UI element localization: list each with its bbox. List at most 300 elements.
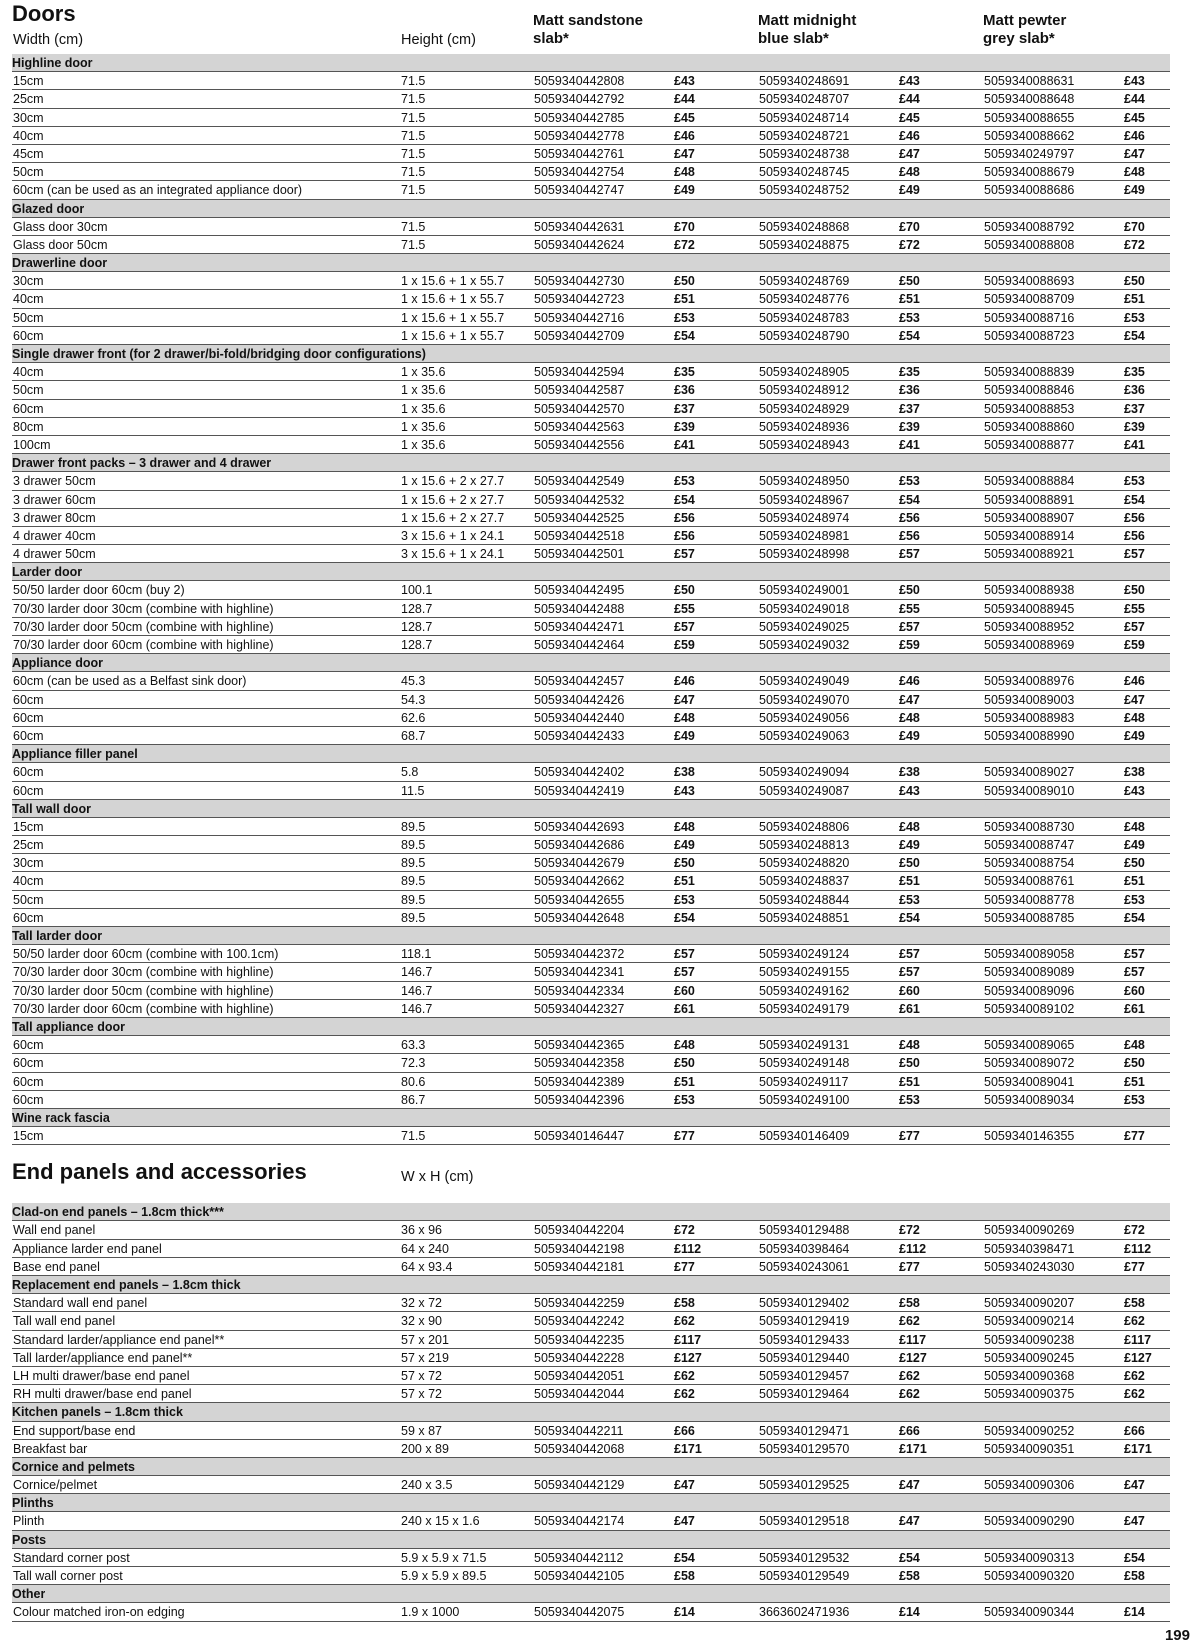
price: £56: [899, 510, 920, 525]
item-size: 45.3: [401, 674, 426, 689]
price: £70: [674, 219, 695, 234]
price: £53: [674, 892, 695, 907]
table-row: [12, 1440, 1170, 1458]
price: £35: [1124, 365, 1145, 380]
product-code: 5059340248844: [759, 892, 850, 907]
price: £47: [1124, 1514, 1145, 1529]
product-code: 5059340248738: [759, 146, 850, 161]
item-size: 1 x 35.6: [401, 437, 446, 452]
item-size: 32 x 90: [401, 1314, 443, 1329]
product-code: 5059340249094: [759, 765, 850, 780]
item-name: 40cm: [13, 365, 44, 380]
price: £48: [1124, 165, 1145, 180]
price: £47: [899, 1478, 920, 1493]
price: £171: [1124, 1441, 1152, 1456]
price: £49: [899, 838, 920, 853]
finish-label: Matt midnight: [758, 12, 857, 29]
product-code: 5059340090245: [984, 1350, 1075, 1365]
product-code: 5059340442624: [534, 237, 625, 252]
product-code: 5059340248707: [759, 92, 850, 107]
item-size: 68.7: [401, 728, 426, 743]
price: £127: [674, 1350, 702, 1365]
price: £51: [674, 292, 695, 307]
price: £45: [899, 110, 920, 125]
item-name: 3 drawer 50cm: [13, 474, 96, 489]
item-name: 45cm: [13, 146, 44, 161]
product-code: 5059340442587: [534, 383, 625, 398]
price: £62: [899, 1368, 920, 1383]
product-code: 5059340442433: [534, 728, 625, 743]
price: £37: [1124, 401, 1145, 416]
price: £41: [1124, 437, 1145, 452]
product-code: 5059340129402: [759, 1296, 850, 1311]
item-size: 100.1: [401, 583, 433, 598]
product-code: 5059340088921: [984, 547, 1075, 562]
product-code: 5059340442723: [534, 292, 625, 307]
product-code: 5059340442259: [534, 1296, 625, 1311]
price: £58: [899, 1569, 920, 1583]
item-name: 80cm: [13, 419, 44, 434]
item-size: 1 x 15.6 + 1 x 55.7: [401, 310, 505, 325]
price: £36: [674, 383, 695, 398]
item-size: 86.7: [401, 1092, 426, 1107]
product-code: 5059340442396: [534, 1092, 625, 1107]
price: £62: [1124, 1314, 1145, 1329]
product-code: 5059340249117: [759, 1074, 849, 1089]
category-label: Drawerline door: [12, 256, 108, 271]
table-row: [12, 854, 1170, 872]
item-size: 1 x 15.6 + 1 x 55.7: [401, 328, 505, 343]
price: £38: [899, 765, 920, 780]
table-row: [12, 909, 1170, 927]
category-row: [12, 1109, 1170, 1127]
item-size: 71.5: [401, 92, 426, 107]
table-row: [12, 109, 1170, 127]
item-size: 128.7: [401, 638, 433, 652]
product-code: 5059340089041: [984, 1074, 1075, 1089]
item-name: 70/30 larder door 30cm (combine with highline): [13, 965, 274, 980]
item-size: 3 x 15.6 + 1 x 24.1: [401, 528, 505, 543]
table-row: [12, 1294, 1170, 1312]
price: £47: [899, 146, 920, 161]
price: £54: [899, 328, 920, 343]
product-code: 5059340088778: [984, 892, 1075, 907]
product-code: 5059340442341: [534, 965, 625, 980]
product-code: 5059340129518: [759, 1514, 850, 1529]
category-label: Appliance door: [12, 656, 103, 671]
item-size: 5.8: [401, 765, 419, 780]
product-code: 5059340088983: [984, 710, 1075, 725]
price: £39: [899, 419, 920, 434]
price: £46: [899, 674, 920, 689]
table-row: [12, 836, 1170, 854]
price: £55: [1124, 601, 1145, 616]
product-code: 5059340088877: [984, 437, 1075, 452]
price: £57: [899, 947, 920, 962]
table-row: [12, 1091, 1170, 1109]
product-code: 5059340088860: [984, 419, 1075, 434]
product-code: 5059340088761: [984, 874, 1075, 889]
product-code: 5059340248851: [759, 910, 850, 925]
price: £53: [674, 310, 695, 325]
price: £47: [674, 1514, 695, 1529]
table-row: [12, 400, 1170, 418]
item-size: 72.3: [401, 1056, 426, 1071]
category-row: [12, 745, 1170, 763]
item-name: 60cm: [13, 1056, 44, 1071]
price: £51: [1124, 292, 1145, 307]
category-row: [12, 200, 1170, 218]
product-code: 5059340146409: [759, 1129, 850, 1144]
finish-label: grey slab*: [983, 30, 1055, 47]
price: £66: [674, 1423, 695, 1438]
product-code: 5059340248929: [759, 401, 850, 416]
product-code: 5059340398464: [759, 1241, 850, 1256]
item-name: 40cm: [13, 128, 44, 143]
category-row: [12, 1203, 1170, 1221]
product-code: 5059340248905: [759, 365, 850, 380]
price: £57: [1124, 547, 1145, 562]
item-size: 1 x 15.6 + 2 x 27.7: [401, 474, 505, 489]
price: £54: [899, 910, 920, 925]
price: £117: [674, 1332, 702, 1347]
price: £57: [1124, 965, 1145, 980]
price: £77: [899, 1259, 920, 1274]
category-label: Replacement end panels – 1.8cm thick: [12, 1278, 241, 1292]
price: £54: [674, 492, 695, 507]
table-row: [12, 1258, 1170, 1276]
table-row: [12, 491, 1170, 509]
product-code: 5059340442778: [534, 128, 625, 143]
product-code: 5059340442365: [534, 1038, 625, 1053]
table-row: [12, 1240, 1170, 1258]
price: £72: [674, 237, 695, 252]
height-column-label: Height (cm): [401, 32, 476, 48]
category-label: Wine rack fascia: [12, 1110, 110, 1125]
price: £46: [899, 128, 920, 143]
product-code: 5059340442174: [534, 1514, 625, 1529]
item-name: Tall wall corner post: [13, 1569, 123, 1583]
product-code: 5059340090238: [984, 1332, 1075, 1347]
product-code: 5059340248998: [759, 547, 850, 562]
price: £54: [674, 910, 695, 925]
product-code: 5059340442549: [534, 474, 625, 489]
product-code: 5059340442655: [534, 892, 625, 907]
item-name: 3 drawer 60cm: [13, 492, 96, 507]
table-row: [12, 636, 1170, 654]
product-code: 5059340248776: [759, 292, 850, 307]
price: £48: [674, 819, 695, 834]
price: £50: [899, 583, 920, 598]
item-name: Standard wall end panel: [13, 1296, 148, 1311]
price: £51: [899, 292, 920, 307]
doors-title: Doors: [12, 1, 76, 26]
product-code: 5059340089034: [984, 1092, 1075, 1107]
price: £35: [899, 365, 920, 380]
product-code: 5059340129570: [759, 1441, 850, 1456]
product-code: 5059340442211: [534, 1423, 624, 1438]
price: £53: [674, 1092, 695, 1107]
product-code: 5059340442693: [534, 819, 625, 834]
item-name: 30cm: [13, 856, 44, 871]
price: £47: [899, 1514, 920, 1529]
product-code: 5059340088754: [984, 856, 1075, 871]
item-size: 36 x 96: [401, 1223, 443, 1238]
item-name: 100cm: [13, 437, 51, 452]
price: £58: [1124, 1569, 1145, 1583]
product-code: 5059340088730: [984, 819, 1075, 834]
item-size: 200 x 89: [401, 1441, 449, 1456]
price: £62: [674, 1368, 695, 1383]
product-code: 5059340089027: [984, 765, 1075, 780]
product-code: 5059340249018: [759, 601, 850, 616]
table-row: [12, 691, 1170, 709]
price: £50: [674, 583, 695, 598]
table-row: [12, 982, 1170, 1000]
price: £57: [899, 547, 920, 562]
table-row: [12, 1127, 1170, 1145]
price: £70: [1124, 219, 1145, 234]
width-column-label: Width (cm): [13, 32, 84, 48]
price: £43: [1124, 74, 1145, 89]
price: £112: [899, 1241, 927, 1256]
product-code: 5059340249797: [984, 146, 1075, 161]
price: £56: [1124, 528, 1145, 543]
price: £53: [899, 892, 920, 907]
product-code: 5059340248721: [759, 128, 850, 143]
table-row: [12, 1603, 1170, 1621]
item-name: 15cm: [13, 74, 44, 89]
product-code: 5059340248943: [759, 437, 850, 452]
table-row: [12, 1221, 1170, 1239]
category-label: Single drawer front (for 2 drawer/bi-fold/bridging door configurations): [12, 347, 426, 361]
price: £36: [899, 383, 920, 398]
table-row: [12, 236, 1170, 254]
category-row: [12, 1585, 1170, 1603]
price: £66: [899, 1423, 920, 1438]
product-code: 5059340442204: [534, 1223, 625, 1238]
item-name: Base end panel: [13, 1259, 100, 1274]
price: £56: [1124, 510, 1145, 525]
price: £72: [899, 1223, 920, 1238]
product-code: 5059340090252: [984, 1423, 1075, 1438]
price: £50: [899, 856, 920, 871]
price: £46: [674, 128, 695, 143]
item-name: 50cm: [13, 383, 44, 398]
product-code: 5059340442808: [534, 74, 625, 89]
category-row: [12, 1403, 1170, 1421]
item-name: 60cm: [13, 910, 44, 925]
price: £61: [899, 1001, 920, 1016]
product-code: 5059340442648: [534, 910, 625, 925]
product-code: 5059340442105: [534, 1569, 625, 1583]
item-size: 71.5: [401, 110, 426, 125]
price: £56: [899, 528, 920, 543]
end-panels-title: End panels and accessories: [12, 1159, 307, 1185]
price: £59: [899, 638, 920, 652]
product-code: 5059340248868: [759, 219, 850, 234]
table-row: [12, 963, 1170, 981]
product-code: 5059340090207: [984, 1296, 1075, 1311]
item-name: 4 drawer 40cm: [13, 528, 96, 543]
product-code: 5059340442242: [534, 1314, 625, 1329]
item-name: 70/30 larder door 50cm (combine with highline): [13, 619, 274, 634]
product-code: 5059340442372: [534, 947, 625, 962]
price: £49: [1124, 728, 1145, 743]
price: £54: [674, 1550, 695, 1565]
product-code: 5059340249162: [759, 983, 850, 998]
price: £53: [1124, 474, 1145, 489]
table-row: [12, 1312, 1170, 1330]
price: £53: [674, 474, 695, 489]
product-code: 5059340442402: [534, 765, 625, 780]
item-name: Plinth: [13, 1514, 45, 1529]
price: £57: [1124, 947, 1145, 962]
price: £41: [674, 437, 695, 452]
item-size: 118.1: [401, 947, 432, 962]
price: £62: [1124, 1368, 1145, 1383]
item-size: 1 x 35.6: [401, 383, 446, 398]
price: £77: [1124, 1129, 1145, 1144]
product-code: 5059340088884: [984, 474, 1075, 489]
finish-label: Matt sandstone: [533, 12, 644, 29]
item-size: 63.3: [401, 1038, 426, 1053]
price: £77: [674, 1259, 695, 1274]
price: £38: [674, 765, 695, 780]
price: £55: [899, 601, 920, 616]
item-name: 4 drawer 50cm: [13, 547, 96, 562]
price: £54: [1124, 910, 1145, 925]
item-name: Glass door 30cm: [13, 219, 108, 234]
item-size: 71.5: [401, 183, 426, 198]
item-size: 71.5: [401, 165, 426, 180]
price: £59: [1124, 638, 1145, 652]
item-size: 1 x 35.6: [401, 401, 446, 416]
price: £51: [899, 1074, 920, 1089]
item-name: 70/30 larder door 60cm (combine with highline): [13, 638, 274, 652]
page-number: 199: [1164, 1627, 1190, 1644]
product-code: 5059340089065: [984, 1038, 1075, 1053]
table-row: [12, 1422, 1170, 1440]
price: £57: [899, 619, 920, 634]
product-code: 5059340090375: [984, 1387, 1075, 1402]
category-row: [12, 800, 1170, 818]
price: £45: [1124, 110, 1145, 125]
table-row: [12, 600, 1170, 618]
price: £50: [899, 1056, 920, 1071]
item-name: 60cm: [13, 692, 44, 707]
category-label: Tall wall door: [12, 801, 91, 816]
product-code: 5059340129433: [759, 1332, 850, 1347]
price: £127: [899, 1350, 927, 1365]
price: £56: [674, 510, 695, 525]
category-label: Larder door: [12, 565, 83, 580]
table-row: [12, 545, 1170, 563]
product-code: 5059340089003: [984, 692, 1075, 707]
item-name: 3 drawer 80cm: [13, 510, 96, 525]
price: £127: [1124, 1350, 1152, 1365]
table-row: [12, 163, 1170, 181]
price: £47: [674, 1478, 695, 1493]
price: £53: [1124, 1092, 1145, 1107]
price: £48: [899, 165, 920, 180]
product-code: 5059340088914: [984, 528, 1075, 543]
product-code: 5059340088853: [984, 401, 1075, 416]
product-code: 5059340442464: [534, 638, 625, 652]
product-code: 5059340249100: [759, 1092, 850, 1107]
item-size: 1.9 x 1000: [401, 1605, 460, 1620]
item-size: 71.5: [401, 146, 426, 161]
price: £50: [899, 274, 920, 289]
product-code: 5059340442358: [534, 1056, 625, 1071]
product-code: 5059340090306: [984, 1478, 1075, 1493]
product-code: 5059340088679: [984, 165, 1075, 180]
table-row: [12, 1054, 1170, 1072]
price: £77: [1124, 1259, 1145, 1274]
table-row: [12, 581, 1170, 599]
price: £35: [674, 365, 695, 380]
price: £46: [1124, 128, 1145, 143]
product-code: 5059340442419: [534, 783, 625, 798]
table-row: [12, 1549, 1170, 1567]
product-code: 5059340442181: [534, 1259, 625, 1274]
table-row: [12, 272, 1170, 290]
item-name: 15cm: [13, 819, 44, 834]
price: £117: [1124, 1332, 1152, 1347]
table-row: [12, 1349, 1170, 1367]
item-name: 60cm: [13, 1038, 44, 1053]
category-row: [12, 454, 1170, 472]
product-code: 5059340249179: [759, 1001, 850, 1016]
item-size: 57 x 201: [401, 1332, 449, 1347]
item-size: 1 x 15.6 + 2 x 27.7: [401, 492, 505, 507]
price: £57: [674, 619, 695, 634]
item-size: 3 x 15.6 + 1 x 24.1: [401, 547, 505, 562]
product-code: 5059340248820: [759, 856, 850, 871]
price: £72: [1124, 1223, 1145, 1238]
item-name: Wall end panel: [13, 1223, 96, 1238]
product-code: 5059340442525: [534, 510, 625, 525]
item-name: Cornice/pelmet: [13, 1478, 98, 1493]
price: £50: [1124, 583, 1145, 598]
item-name: 50cm: [13, 165, 44, 180]
product-code: 5059340442044: [534, 1387, 625, 1402]
price: £47: [899, 692, 920, 707]
item-size: 89.5: [401, 819, 426, 834]
product-code: 5059340442198: [534, 1241, 625, 1256]
table-row: [12, 1000, 1170, 1018]
price: £47: [1124, 146, 1145, 161]
product-code: 5059340442051: [534, 1368, 625, 1383]
table-row: [12, 327, 1170, 345]
price: £46: [674, 674, 695, 689]
price: £49: [674, 183, 695, 198]
product-code: 5059340248981: [759, 528, 850, 543]
product-code: 5059340090320: [984, 1569, 1075, 1583]
finish-label: blue slab*: [758, 30, 829, 47]
price: £50: [674, 1056, 695, 1071]
price: £53: [899, 1092, 920, 1107]
end-panels-header: [12, 1159, 1170, 1203]
price: £61: [1124, 1001, 1145, 1016]
product-code: 5059340088990: [984, 728, 1075, 743]
price: £47: [674, 692, 695, 707]
price: £37: [899, 401, 920, 416]
item-size: 57 x 72: [401, 1368, 443, 1383]
price: £112: [1124, 1241, 1152, 1256]
product-code: 5059340442686: [534, 838, 625, 853]
price: £60: [1124, 983, 1145, 998]
